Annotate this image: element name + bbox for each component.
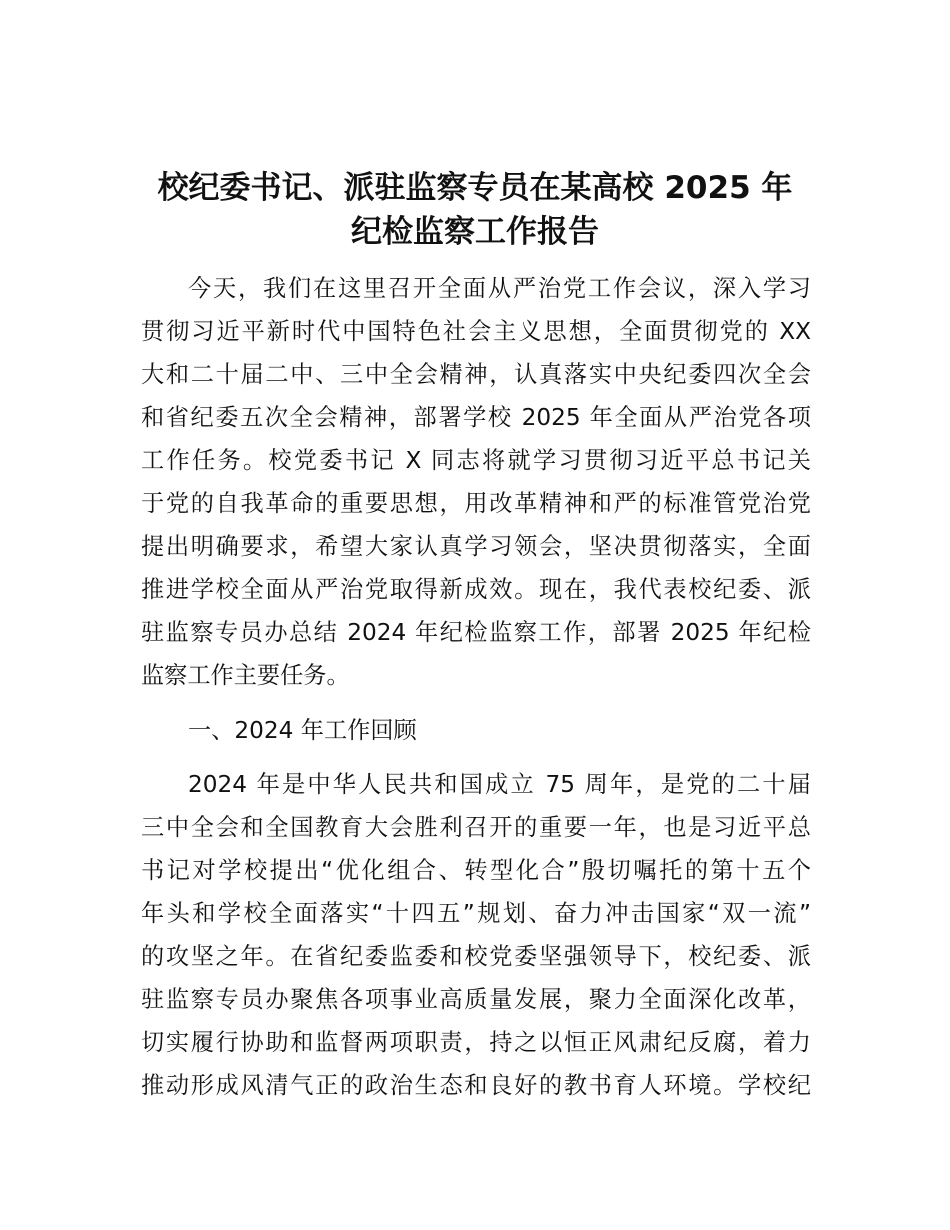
paragraph-2-line: 的攻坚之年。在省纪委监委和校党委坚强领导下，校纪委、派	[141, 943, 811, 970]
paragraph-1-line: 推进学校全面从严治党取得新成效。现在，我代表校纪委、派	[141, 576, 811, 603]
paragraph-2-line: 推动形成风清气正的政治生态和良好的教书育人环境。学校纪	[141, 1072, 811, 1099]
document-title-line-1: 校纪委书记、派驻监察专员在某高校 2025 年	[157, 170, 793, 206]
paragraph-1-line: 监察工作主要任务。	[141, 662, 350, 689]
paragraph-2-line: 年头和学校全面落实“十四五”规划、奋力冲击国家“双一流”	[141, 900, 811, 927]
paragraph-1-line: 今天，我们在这里召开全面从严治党工作会议，深入学习	[188, 275, 811, 302]
paragraph-1-line: 大和二十届二中、三中全会精神，认真落实中央纪委四次全会	[141, 361, 811, 388]
paragraph-1-line: 提出明确要求，希望大家认真学习领会，坚决贯彻落实，全面	[141, 533, 811, 560]
paragraph-2-line: 书记对学校提出“优化组合、转型化合”殷切嘱托的第十五个	[141, 857, 811, 884]
paragraph-1-line: 工作任务。校党委书记 X 同志将就学习贯彻习近平总书记关	[141, 447, 811, 474]
paragraph-1-line: 驻监察专员办总结 2024 年纪检监察工作，部署 2025 年纪检	[141, 619, 811, 646]
document-title-line-2: 纪检监察工作报告	[351, 214, 599, 250]
paragraph-1-line: 于党的自我革命的重要思想，用改革精神和严的标准管党治党	[141, 490, 811, 517]
paragraph-2-line: 三中全会和全国教育大会胜利召开的重要一年，也是习近平总	[141, 814, 811, 841]
paragraph-2-line: 切实履行协助和监督两项职责，持之以恒正风肃纪反腐，着力	[141, 1029, 811, 1056]
paragraph-2-line: 驻监察专员办聚焦各项事业高质量发展，聚力全面深化改革，	[141, 986, 811, 1013]
paragraph-1-line: 和省纪委五次全会精神，部署学校 2025 年全面从严治党各项	[141, 404, 811, 431]
paragraph-1-line: 贯彻习近平新时代中国特色社会主义思想，全面贯彻党的 XX	[141, 318, 811, 345]
section-heading: 一、2024 年工作回顾	[188, 717, 417, 744]
paragraph-2-line: 2024 年是中华人民共和国成立 75 周年，是党的二十届	[188, 771, 811, 798]
